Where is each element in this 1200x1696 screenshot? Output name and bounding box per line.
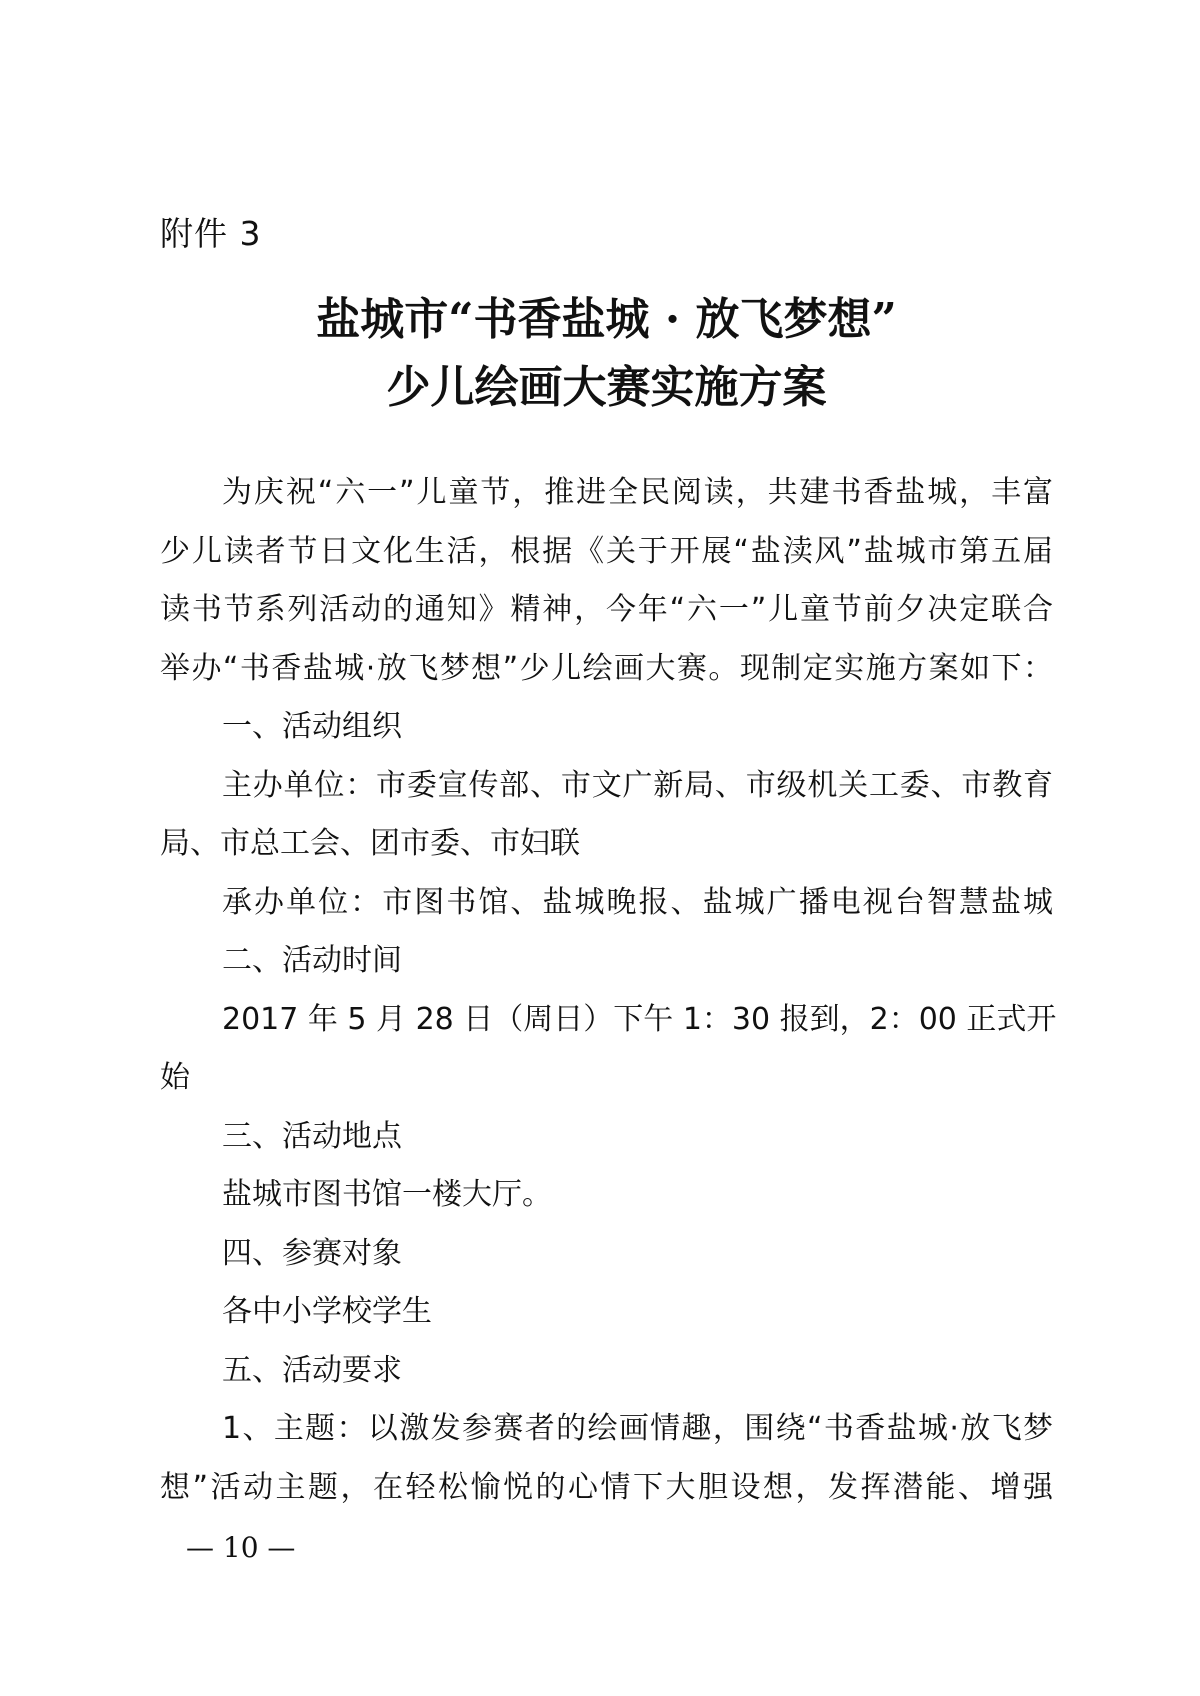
intro-line: 少儿读者节日文化生活，根据《关于开展“盐渎风”盐城市第五届 xyxy=(160,533,1053,569)
location-text: 盐城市图书馆一楼大厅。 xyxy=(222,1177,552,1212)
theme-line: 想”活动主题，在轻松愉悦的心情下大胆设想，发挥潜能、增强 xyxy=(160,1469,1053,1505)
attachment-label: 附件 3 xyxy=(160,214,262,253)
title-line-2: 少儿绘画大赛实施方案 xyxy=(386,362,827,413)
organizer-line: 主办单位：市委宣传部、市文广新局、市级机关工委、市教育 xyxy=(222,767,1053,803)
section-heading-location: 三、活动地点 xyxy=(222,1118,402,1154)
intro-line: 为庆祝“六一”儿童节，推进全民阅读，共建书香盐城，丰富 xyxy=(222,475,1053,510)
time-line: 始 xyxy=(160,1060,190,1095)
undertaker-line: 承办单位：市图书馆、盐城晚报、盐城广播电视台智慧盐城 xyxy=(222,884,1053,920)
section-heading-participants: 四、参赛对象 xyxy=(222,1235,402,1271)
time-line: 2017 年 5 月 28 日（周日）下午 1：30 报到，2：00 正式开 xyxy=(222,1001,1057,1037)
section-heading-time: 二、活动时间 xyxy=(222,943,402,978)
page-number: — 10 — xyxy=(186,1531,296,1564)
section-heading-organization: 一、活动组织 xyxy=(222,709,402,744)
title-line-1: 盐城市“书香盐城 · 放飞梦想” xyxy=(316,294,897,345)
intro-line: 读书节系列活动的通知》精神，今年“六一”儿童节前夕决定联合 xyxy=(160,592,1053,627)
document-body xyxy=(160,464,1057,1517)
organizer-line: 局、市总工会、团市委、市妇联 xyxy=(160,826,580,861)
theme-line: 1、主题：以激发参赛者的绘画情趣，围绕“书香盐城·放飞梦 xyxy=(222,1411,1053,1446)
participants-text: 各中小学校学生 xyxy=(222,1294,432,1329)
document-title xyxy=(160,286,1053,422)
section-heading-requirements: 五、活动要求 xyxy=(222,1352,402,1388)
intro-line: 举办“书香盐城·放飞梦想”少儿绘画大赛。现制定实施方案如下： xyxy=(160,650,1053,686)
